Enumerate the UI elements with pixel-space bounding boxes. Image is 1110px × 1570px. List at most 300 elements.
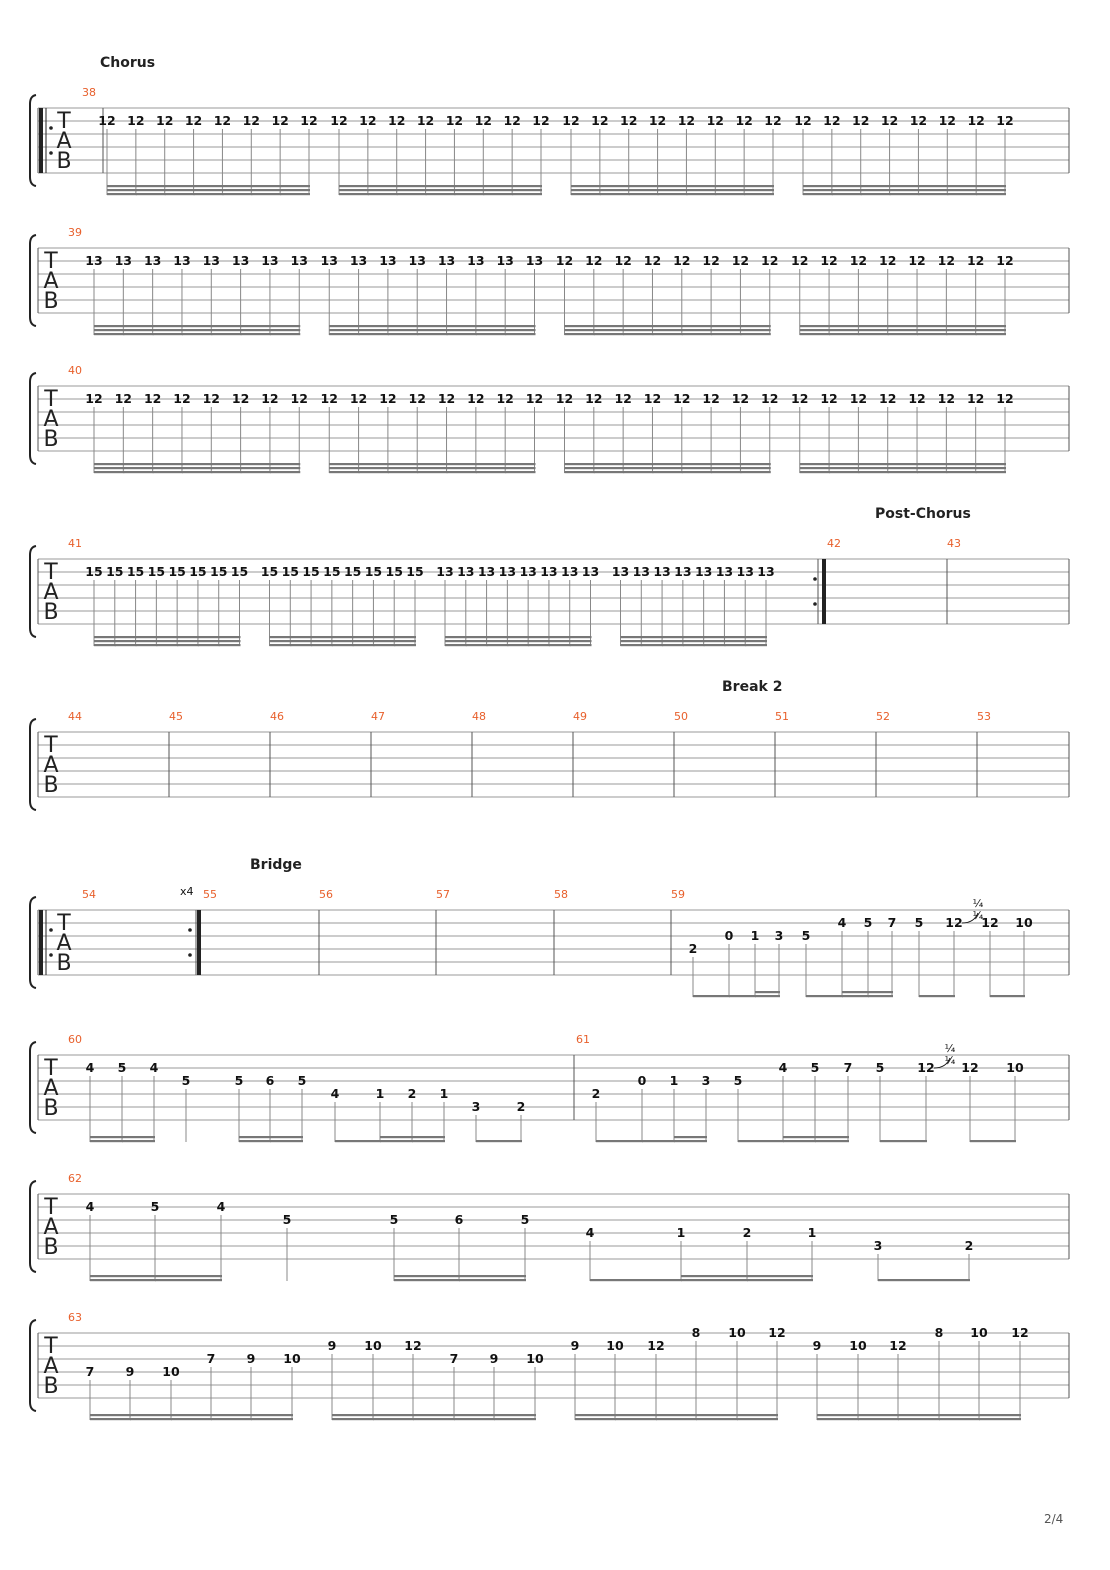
fret-number: 0	[724, 928, 734, 943]
fret-number: 12	[404, 1338, 422, 1353]
fret-number: 12	[791, 253, 809, 268]
note-beam	[311, 636, 333, 638]
note-beam	[123, 463, 153, 465]
fret-number: 15	[210, 564, 228, 579]
note-beam	[858, 325, 888, 327]
note-beam	[136, 189, 166, 191]
note-beam	[171, 1418, 212, 1420]
fret-number: 12	[794, 113, 812, 128]
fret-number: 13	[202, 253, 220, 268]
fret-number: 15	[106, 564, 124, 579]
fret-number: 13	[674, 564, 692, 579]
fret-number: 3	[701, 1073, 711, 1088]
fret-number: 12	[908, 391, 926, 406]
fret-number: 12	[917, 1060, 935, 1075]
note-beam	[123, 333, 153, 335]
note-beam	[652, 333, 682, 335]
note-beam	[745, 636, 767, 638]
tab-clef-letter: T	[44, 1056, 58, 1081]
note-beam	[177, 640, 199, 642]
note-beam	[858, 1418, 899, 1420]
note-beam	[476, 467, 506, 469]
system-brace	[30, 373, 36, 464]
note-beam	[652, 467, 682, 469]
fret-number: 13	[457, 564, 475, 579]
fret-number: 12	[735, 113, 753, 128]
measure-number: 50	[674, 710, 688, 723]
fret-number: 12	[503, 113, 521, 128]
fret-number: 13	[408, 253, 426, 268]
note-beam	[394, 644, 416, 646]
fret-number: 13	[694, 564, 713, 579]
note-beam	[976, 329, 1006, 331]
note-beam	[737, 1418, 778, 1420]
note-beam	[251, 189, 281, 191]
fret-number: 12	[966, 391, 985, 406]
repeat-start-thick-bar	[39, 108, 43, 173]
note-beam	[94, 463, 124, 465]
note-beam	[917, 325, 947, 327]
fret-number: 12	[555, 391, 574, 406]
fret-number: 12	[555, 253, 574, 268]
note-beam	[270, 463, 300, 465]
note-beam	[426, 193, 456, 195]
note-beam	[740, 333, 770, 335]
repeat-dot	[49, 953, 53, 957]
note-beam	[123, 471, 153, 473]
note-beam	[394, 636, 416, 638]
note-beam	[888, 463, 918, 465]
note-beam	[652, 325, 682, 327]
note-beam	[890, 189, 920, 191]
note-beam	[590, 1279, 682, 1281]
note-beam	[332, 1414, 374, 1416]
note-beam	[990, 995, 1025, 997]
note-beam	[682, 467, 712, 469]
fret-number: 7	[843, 1060, 853, 1075]
measure-number: 54	[82, 888, 96, 901]
note-beam	[353, 636, 375, 638]
note-beam	[182, 329, 212, 331]
fret-number: 12	[731, 391, 750, 406]
note-beam	[339, 185, 369, 187]
fret-number: 15	[323, 564, 341, 579]
fret-number: 12	[156, 113, 174, 128]
note-beam	[738, 1140, 784, 1142]
note-beam	[740, 471, 770, 473]
note-beam	[270, 325, 300, 327]
fret-number: 6	[265, 1073, 275, 1088]
fret-number: 12	[173, 391, 191, 406]
fret-number: 12	[585, 253, 603, 268]
fret-number: 12	[937, 253, 956, 268]
note-beam	[466, 644, 488, 646]
fret-number: 12	[938, 113, 956, 128]
note-beam	[565, 467, 595, 469]
note-beam	[674, 1136, 707, 1138]
note-beam	[156, 636, 178, 638]
fret-number: 9	[812, 1338, 822, 1353]
note-beam	[917, 333, 947, 335]
note-beam	[115, 636, 137, 638]
fret-number: 12	[673, 391, 691, 406]
bend-release-amount: ¼	[972, 909, 984, 922]
fret-number: 10	[970, 1325, 988, 1340]
note-beam	[711, 329, 741, 331]
fret-number: 5	[810, 1060, 820, 1075]
fret-number: 12	[525, 391, 544, 406]
repeat-end-thick-bar	[822, 559, 826, 624]
note-beam	[211, 1418, 252, 1420]
note-beam	[153, 463, 183, 465]
bend-release-amount: ¼	[944, 1054, 956, 1067]
tab-clef-letter: A	[56, 931, 72, 956]
note-beam	[946, 471, 976, 473]
note-beam	[747, 1275, 813, 1277]
fret-number: 12	[330, 113, 348, 128]
fret-number: 2	[516, 1099, 526, 1114]
fret-number: 5	[389, 1212, 399, 1227]
note-beam	[890, 193, 920, 195]
fret-number: 4	[778, 1060, 788, 1075]
fret-number: 13	[561, 564, 579, 579]
fret-number: 10	[849, 1338, 867, 1353]
fret-number: 9	[570, 1338, 580, 1353]
tab-clef-letter: A	[43, 1354, 59, 1379]
note-beam	[946, 325, 976, 327]
fret-number: 12	[889, 1338, 907, 1353]
note-beam	[115, 640, 137, 642]
note-beam	[549, 636, 571, 638]
fret-number: 12	[702, 253, 720, 268]
note-beam	[388, 467, 418, 469]
note-beam	[976, 333, 1006, 335]
note-beam	[194, 189, 224, 191]
fret-number: 5	[801, 928, 811, 943]
note-beam	[868, 991, 893, 993]
fret-number: 4	[837, 915, 847, 930]
note-beam	[594, 333, 624, 335]
tab-clef-letter: A	[43, 1215, 59, 1240]
fret-number: 13	[736, 564, 754, 579]
measure-number: 52	[876, 710, 890, 723]
note-beam	[621, 644, 643, 646]
note-beam	[888, 329, 918, 331]
note-beam	[880, 1140, 927, 1142]
note-beam	[251, 1418, 293, 1420]
note-beam	[641, 636, 663, 638]
note-beam	[447, 325, 477, 327]
note-beam	[711, 467, 741, 469]
note-beam	[829, 333, 859, 335]
fret-number: 10	[364, 1338, 382, 1353]
note-beam	[512, 193, 542, 195]
fret-number: 12	[937, 391, 956, 406]
note-beam	[621, 636, 643, 638]
measure-number: 45	[169, 710, 183, 723]
note-beam	[136, 640, 158, 642]
note-beam	[417, 325, 447, 327]
note-beam	[979, 1414, 1021, 1416]
note-beam	[681, 1279, 748, 1281]
note-beam	[239, 1140, 271, 1142]
fret-number: 10	[526, 1351, 544, 1366]
note-beam	[194, 185, 224, 187]
note-beam	[704, 640, 726, 642]
note-beam	[107, 193, 137, 195]
note-beam	[806, 995, 843, 997]
fret-number: 12	[880, 113, 899, 128]
fret-number: 12	[320, 391, 338, 406]
note-beam	[755, 991, 780, 993]
note-beam	[917, 463, 947, 465]
note-beam	[241, 329, 271, 331]
measure-number: 40	[68, 364, 82, 377]
fret-number: 12	[648, 113, 667, 128]
fret-number: 13	[349, 253, 368, 268]
note-beam	[623, 471, 653, 473]
note-beam	[182, 333, 212, 335]
note-beam	[917, 471, 947, 473]
note-beam	[946, 467, 976, 469]
repeat-end-thick-bar	[197, 910, 201, 975]
note-beam	[359, 463, 389, 465]
fret-number: 12	[996, 391, 1014, 406]
note-beam	[641, 644, 663, 646]
system-brace	[30, 1042, 36, 1133]
note-beam	[744, 189, 774, 191]
note-beam	[447, 329, 477, 331]
fret-number: 12	[761, 391, 779, 406]
note-beam	[686, 185, 716, 187]
bend-amount: ¼	[944, 1042, 956, 1055]
note-beam	[373, 1418, 414, 1420]
note-beam	[615, 1418, 657, 1420]
note-beam	[917, 329, 947, 331]
fret-number: 1	[439, 1086, 449, 1101]
note-beam	[939, 1418, 980, 1420]
note-beam	[815, 1140, 849, 1142]
note-beam	[800, 329, 830, 331]
note-beam	[171, 1414, 212, 1416]
note-beam	[658, 189, 688, 191]
note-beam	[483, 193, 513, 195]
note-beam	[829, 467, 859, 469]
note-beam	[629, 193, 659, 195]
note-beam	[339, 189, 369, 191]
note-beam	[662, 640, 684, 642]
fret-number: 7	[887, 915, 897, 930]
fret-number: 13	[496, 253, 514, 268]
fret-number: 12	[202, 391, 220, 406]
fret-number: 12	[271, 113, 289, 128]
fret-number: 13	[519, 564, 537, 579]
note-beam	[153, 467, 183, 469]
note-beam	[222, 189, 252, 191]
note-beam	[565, 333, 595, 335]
note-beam	[426, 185, 456, 187]
fret-number: 1	[669, 1073, 679, 1088]
note-beam	[745, 644, 767, 646]
note-beam	[311, 640, 333, 642]
note-beam	[888, 333, 918, 335]
note-beam	[155, 1279, 222, 1281]
note-beam	[270, 636, 292, 638]
fret-number: 4	[585, 1225, 595, 1240]
note-beam	[740, 329, 770, 331]
fret-number: 12	[849, 391, 868, 406]
note-beam	[565, 329, 595, 331]
note-beam	[388, 325, 418, 327]
note-beam	[976, 189, 1006, 191]
fret-number: 9	[125, 1364, 135, 1379]
fret-number: 12	[242, 113, 260, 128]
fret-number: 7	[449, 1351, 459, 1366]
note-beam	[123, 329, 153, 331]
note-beam	[549, 644, 571, 646]
tab-clef-letter: A	[43, 269, 59, 294]
fret-number: 5	[181, 1073, 191, 1088]
tab-clef-letter: T	[44, 1195, 58, 1220]
note-beam	[90, 1275, 156, 1277]
note-beam	[861, 185, 891, 187]
note-beam	[417, 463, 447, 465]
fret-number: 12	[585, 391, 603, 406]
repeat-dot	[49, 151, 53, 155]
note-beam	[332, 636, 354, 638]
note-beam	[94, 333, 124, 335]
note-beam	[476, 333, 506, 335]
note-beam	[571, 193, 601, 195]
fret-number: 12	[445, 113, 464, 128]
note-beam	[476, 463, 506, 465]
note-beam	[594, 471, 624, 473]
fret-number: 13	[540, 564, 558, 579]
note-beam	[251, 193, 281, 195]
note-beam	[623, 333, 653, 335]
system-brace	[30, 897, 36, 988]
repeat-dot	[188, 928, 192, 932]
note-beam	[198, 644, 220, 646]
fret-number: 5	[863, 915, 873, 930]
note-beam	[662, 636, 684, 638]
note-beam	[704, 636, 726, 638]
note-beam	[658, 193, 688, 195]
fret-number: 13	[320, 253, 338, 268]
note-beam	[156, 640, 178, 642]
note-beam	[94, 329, 124, 331]
fret-number: 13	[261, 253, 279, 268]
fret-number: 12	[474, 113, 492, 128]
fret-number: 12	[359, 113, 377, 128]
repeat-dot	[49, 126, 53, 130]
note-beam	[332, 1418, 374, 1420]
fret-number: 1	[750, 928, 760, 943]
note-beam	[476, 325, 506, 327]
note-beam	[290, 640, 312, 642]
note-beam	[918, 185, 948, 187]
note-beam	[487, 640, 509, 642]
fret-number: 13	[114, 253, 133, 268]
fret-number: 1	[375, 1086, 385, 1101]
note-beam	[417, 333, 447, 335]
fret-number: 13	[290, 253, 308, 268]
tab-clef-letter: T	[44, 249, 58, 274]
note-beam	[682, 333, 712, 335]
note-beam	[211, 329, 241, 331]
fret-number: 5	[914, 915, 924, 930]
note-beam	[251, 1414, 293, 1416]
note-beam	[165, 185, 195, 187]
fret-number: 15	[281, 564, 299, 579]
note-beam	[445, 636, 467, 638]
fret-number: 12	[379, 391, 397, 406]
note-beam	[623, 463, 653, 465]
fret-number: 5	[520, 1212, 530, 1227]
note-beam	[90, 1140, 123, 1142]
fret-number: 12	[677, 113, 696, 128]
note-beam	[194, 193, 224, 195]
note-beam	[241, 333, 271, 335]
note-beam	[696, 1414, 738, 1416]
system-brace	[30, 95, 36, 186]
note-beam	[380, 1136, 413, 1138]
note-beam	[123, 467, 153, 469]
fret-number: 0	[637, 1073, 647, 1088]
note-beam	[858, 463, 888, 465]
fret-number: 12	[614, 391, 632, 406]
note-beam	[507, 644, 529, 646]
measure-number: 59	[671, 888, 685, 901]
fret-number: 12	[706, 113, 724, 128]
note-beam	[417, 329, 447, 331]
fret-number: 12	[85, 391, 103, 406]
note-beam	[280, 185, 310, 187]
note-beam	[94, 644, 116, 646]
note-beam	[466, 640, 488, 642]
note-beam	[241, 325, 271, 327]
note-beam	[939, 1414, 980, 1416]
fret-number: 12	[996, 113, 1014, 128]
note-beam	[842, 995, 869, 997]
note-beam	[270, 467, 300, 469]
note-beam	[270, 471, 300, 473]
note-beam	[359, 329, 389, 331]
note-beam	[641, 640, 663, 642]
fret-number: 3	[471, 1099, 481, 1114]
note-beam	[94, 471, 124, 473]
fret-number: 15	[85, 564, 103, 579]
note-beam	[394, 640, 416, 642]
note-beam	[94, 636, 116, 638]
note-beam	[417, 467, 447, 469]
note-beam	[652, 329, 682, 331]
tab-clef-letter: A	[56, 129, 72, 154]
note-beam	[397, 193, 427, 195]
fret-number: 10	[283, 1351, 301, 1366]
fret-number: 12	[791, 391, 809, 406]
note-beam	[359, 325, 389, 327]
fret-number: 12	[261, 391, 279, 406]
fret-number: 15	[147, 564, 166, 579]
note-beam	[512, 185, 542, 187]
fret-number: 2	[407, 1086, 417, 1101]
note-beam	[359, 467, 389, 469]
note-beam	[682, 325, 712, 327]
system-brace	[30, 1320, 36, 1411]
note-beam	[888, 467, 918, 469]
note-beam	[388, 333, 418, 335]
